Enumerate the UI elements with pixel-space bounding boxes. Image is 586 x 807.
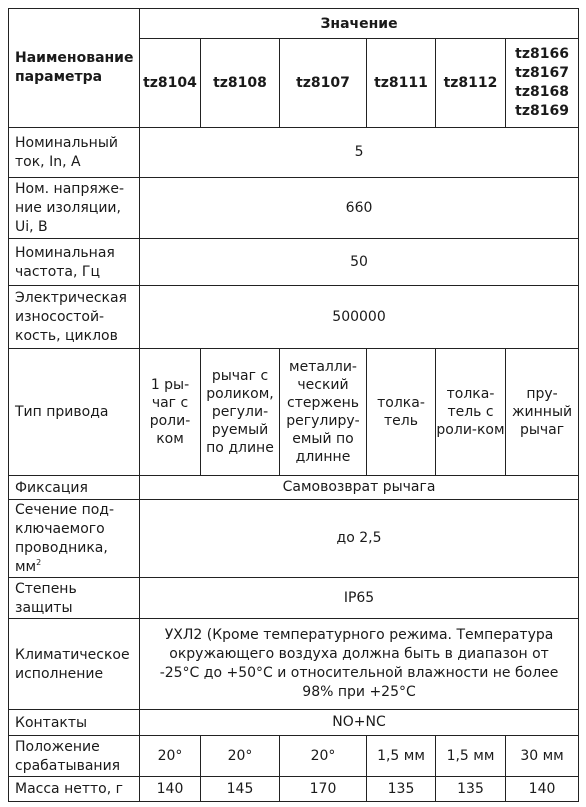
row-contacts [9,710,579,736]
row-mass [9,777,579,802]
row-drive [9,349,579,476]
row-climate [9,619,579,710]
mass-tz8111: 135 [367,777,436,802]
row-current-value: 5 [140,128,579,178]
drive-tz8107: металли-ческий стержень регулиру-емый по длинне [280,349,367,476]
row-section-sup: 2 [36,558,42,567]
model-tz8166: tz8166 [515,46,569,62]
model-tz8112: tz8112 [436,39,506,128]
row-drive-name: Тип привода [9,349,140,476]
row-section [9,500,579,578]
model-group [506,39,579,128]
row-climate-name: Климатическое исполнение [9,619,140,710]
row-current [9,128,579,178]
model-tz8107: tz8107 [280,39,367,128]
mass-tz8104: 140 [140,777,201,802]
drive-tz8104: 1 ры-чаг с роли-ком [140,349,201,476]
drive-tz8166-group: пру-жинный рычаг [506,349,579,476]
row-wear [9,286,579,349]
row-protection-value: IP65 [140,578,579,619]
position-tz8112: 1,5 мм [436,736,506,777]
row-fixation [9,476,579,500]
model-tz8167: tz8167 [515,65,569,81]
model-tz8169: tz8169 [515,103,569,119]
row-voltage-value: 660 [140,178,579,239]
row-section-name [9,500,140,578]
row-frequency-value: 50 [140,239,579,286]
header-row-top [9,9,579,39]
position-tz8111: 1,5 мм [367,736,436,777]
mass-tz8108: 145 [201,777,280,802]
mass-tz8112: 135 [436,777,506,802]
row-position [9,736,579,777]
row-position-name: Положение срабатывания [9,736,140,777]
mass-tz8107: 170 [280,777,367,802]
row-frequency-name: Номинальная частота, Гц [9,239,140,286]
position-tz8104: 20° [140,736,201,777]
row-protection [9,578,579,619]
row-fixation-value: Самовозврат рычага [140,476,579,500]
row-wear-value: 500000 [140,286,579,349]
position-tz8108: 20° [201,736,280,777]
row-wear-name: Электрическая износостой-кость, циклов [9,286,140,349]
model-tz8168: tz8168 [515,84,569,100]
mass-tz8166-group: 140 [506,777,579,802]
param-header: Наименование параметра [9,9,140,128]
row-fixation-name: Фиксация [9,476,140,500]
row-mass-name: Масса нетто, г [9,777,140,802]
model-tz8104: tz8104 [140,39,201,128]
value-header: Значение [140,9,579,39]
drive-tz8111: толка-тель [367,349,436,476]
model-tz8111: tz8111 [367,39,436,128]
row-current-name: Номинальный ток, In, А [9,128,140,178]
row-climate-value: УХЛ2 (Кроме температурного режима. Температура окружающего воздуха должна быть в диапазон от -25°С до +50°С и относительной влажности не более 98% при +25°С [140,619,579,710]
drive-tz8108: рычаг с роликом, регули-руемый по длине [201,349,280,476]
model-tz8108: tz8108 [201,39,280,128]
row-protection-name: Степень защиты [9,578,140,619]
row-contacts-name: Контакты [9,710,140,736]
row-contacts-value: NO+NC [140,710,579,736]
row-voltage [9,178,579,239]
position-tz8166-group: 30 мм [506,736,579,777]
row-frequency [9,239,579,286]
row-section-name-text: Сечение под-ключаемого проводника, мм [15,502,115,575]
row-voltage-name: Ном. напряже-ние изоляции, Ui, В [9,178,140,239]
position-tz8107: 20° [280,736,367,777]
spec-table [8,8,579,802]
drive-tz8112: толка-тель с роли-ком [436,349,506,476]
row-section-value: до 2,5 [140,500,579,578]
